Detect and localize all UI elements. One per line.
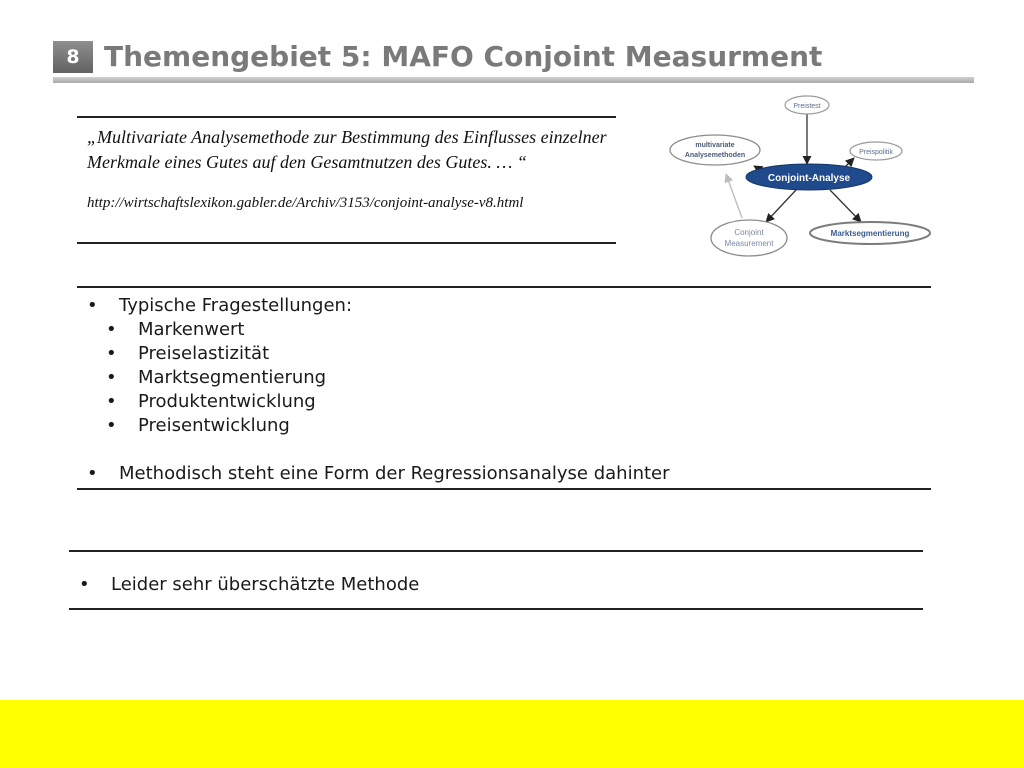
definition-quote — [87, 125, 612, 212]
list-item-text: Preisentwicklung — [138, 415, 290, 436]
quote-top-rule — [77, 116, 616, 118]
note-item — [79, 573, 419, 597]
node-preistest-label: Preistest — [793, 103, 821, 110]
sub-list — [87, 318, 670, 438]
method-text: Methodisch steht eine Form der Regressionsanalyse dahinter — [119, 463, 670, 484]
title-underline — [53, 77, 974, 83]
bullet: • — [106, 367, 117, 388]
edge-center-conjoint — [766, 190, 796, 222]
note-list — [79, 573, 419, 597]
question-list — [87, 294, 670, 486]
node-multivariate-label-2: Analysemethoden — [684, 152, 746, 159]
list-heading-item — [87, 294, 670, 318]
list-item-text: Marktsegmentierung — [138, 367, 327, 388]
bullet: • — [106, 415, 117, 436]
bullet: • — [87, 295, 98, 316]
list-item — [87, 414, 670, 438]
list-item — [87, 342, 670, 366]
list-heading: Typische Fragestellungen: — [119, 295, 353, 316]
node-conjoint-label-2: Measurement — [724, 239, 774, 248]
node-center-label: Conjoint-Analyse — [767, 173, 851, 184]
list-item-text: Produktentwicklung — [138, 391, 316, 412]
note-text: Leider sehr überschätzte Methode — [111, 574, 420, 595]
sub-list-container — [87, 318, 670, 438]
quote-source-url: http://wirtschaftslexikon.gabler.de/Archiv/3153/conjoint-analyse-v8.html — [87, 195, 524, 211]
edge-center-marktsegmentierung — [830, 190, 861, 222]
edge-conjoint-multivariate — [726, 174, 742, 218]
note-bottom-rule — [69, 608, 923, 610]
footer-band — [0, 700, 1024, 768]
list-bottom-rule — [77, 488, 931, 490]
bullet: • — [87, 463, 98, 484]
list-spacer — [87, 438, 670, 462]
list-top-rule — [77, 286, 931, 288]
bullet: • — [106, 343, 117, 364]
list-item — [87, 318, 670, 342]
bullet: • — [106, 319, 117, 340]
node-preispolitik-label: Preispolitik — [859, 149, 893, 156]
node-conjoint-label-1: Conjoint — [734, 228, 764, 237]
node-conjoint-measurement — [711, 220, 787, 256]
bullet: • — [79, 574, 90, 595]
list-item — [87, 390, 670, 414]
slide-title: Themengebiet 5: MAFO Conjoint Measurment — [104, 40, 823, 73]
conjoint-concept-diagram — [664, 92, 944, 264]
list-item-text: Preiselastizität — [138, 343, 270, 364]
quote-bottom-rule — [77, 242, 616, 244]
bullet: • — [106, 391, 117, 412]
node-marktsegmentierung-label: Marktsegmentierung — [830, 229, 910, 238]
list-item-text: Markenwert — [138, 319, 245, 340]
note-top-rule — [69, 550, 923, 552]
node-multivariate-label-1: multivariate — [695, 142, 735, 149]
slide-number-badge: 8 — [53, 41, 93, 73]
list-item — [87, 366, 670, 390]
node-multivariate — [670, 135, 760, 165]
method-item — [87, 462, 670, 486]
quote-text: „Multivariate Analysemethode zur Bestimmung des Einflusses einzelner Merkmale eines Gutes auf den Gesamtnutzen des Gutes. … “ — [87, 127, 607, 172]
